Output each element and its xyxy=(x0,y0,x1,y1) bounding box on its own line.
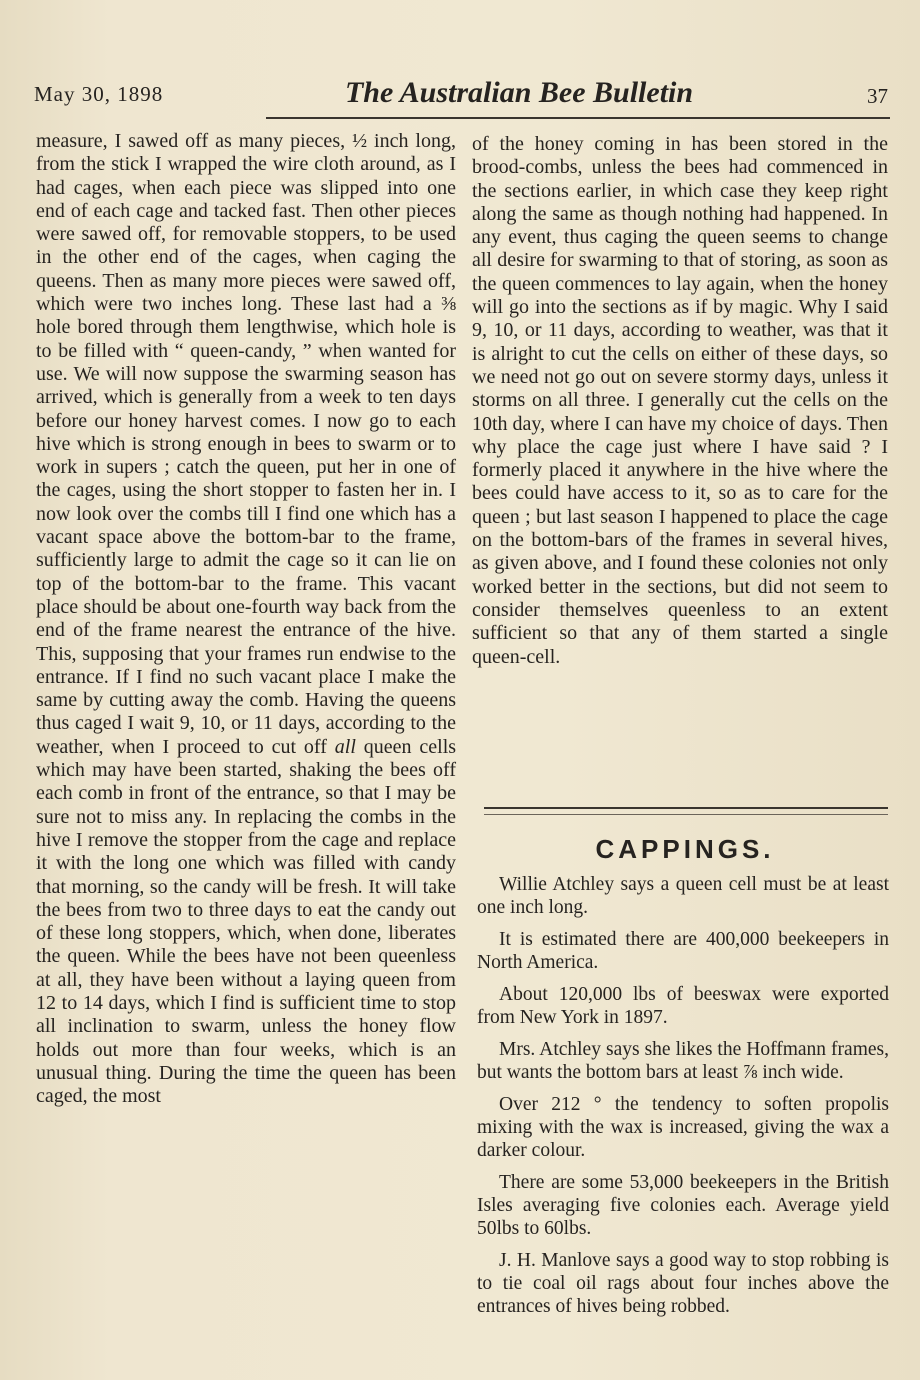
capping-item: Willie Atchley says a queen cell must be at least one inch long. xyxy=(477,874,889,918)
emphasized-word: all xyxy=(334,735,356,758)
header-rule xyxy=(266,117,890,119)
capping-item: Over 212 ° the tendency to soften propolis mixing with the wax is increased, giving the wax a darker colour. xyxy=(477,1094,889,1161)
capping-item: There are some 53,000 beekeepers in the British Isles averaging five colonies each. Average yield 50lbs to 60lbs. xyxy=(477,1172,889,1239)
left-column xyxy=(36,130,456,1108)
section-divider-thin xyxy=(484,814,888,815)
right-column-article xyxy=(472,133,888,669)
cappings-heading: CAPPINGS. xyxy=(595,834,775,864)
issue-date: May 30, 1898 xyxy=(34,82,164,106)
capping-item: J. H. Manlove says a good way to stop robbing is to tie coal oil rags about four inches above the entrances of hives being robbed. xyxy=(477,1250,889,1317)
capping-item: It is estimated there are 400,000 beekeepers in North America. xyxy=(477,929,889,973)
article-continuation-left: measure, I sawed off as many pieces, ½ inch long, from the stick I wrapped the wire cloth around, as I had cages, when each piece was slipped into one end of each cage and tacked fast. Then other pieces were sawed off, for removable stoppers, to be used in the other end of the cages, when caging the queens. Then as many more pieces were sawed off, which were two inches long. These last had a ⅜ hole bored through them lengthwise, which hole is to be filled with “ queen-candy, ” when wanted for use. We will now suppose the swarming season has arrived, which is generally from a week to ten days before our honey harvest comes. I now go to each hive which is strong enough in bees to swarm or to work in supers ; catch the queen, put her in one of the cages, using the short stopper to fasten her in. I now look over the combs till I find one which has a vacant space above the bottom-bar to the frame, sufficiently large to admit the cage so it can lie on top of the bottom-bar to the frame. This vacant place should be about one-fourth way back from the end of the frame nearest the entrance of the hive. This, supposing that your frames run endwise to the entrance. If I find no such vacant place I make the same by cutting away the comb. Having the queens thus caged I wait 9, 10, or 11 days, according to the weather, when I proceed to cut off all queen cells which may have been started, shaking the bees off each comb in front of the entrance, so that I may be sure not to miss any. In replacing the combs in the hive I remove the stopper from the cage and replace it with the long one which was filled with candy that morning, so the candy will be fresh. It will take the bees from two to three days to eat the candy out of these long stoppers, which, when done, liberates the queen. While the bees have not been queenless at all, they have been without a laying queen from 12 to 14 days, which I find is sufficient time to stop all inclination to swarm, unless the honey flow holds out more than four weeks, which is an unusual thing. During the time the queen has been caged, the most xyxy=(36,130,457,1108)
publication-title: The Australian Bee Bulletin xyxy=(344,76,694,109)
capping-item: Mrs. Atchley says she likes the Hoffmann frames, but wants the bottom bars at least ⅞ inch wide. xyxy=(477,1039,889,1083)
page-header xyxy=(34,78,890,118)
capping-item: About 120,000 lbs of beeswax were exported from New York in 1897. xyxy=(477,984,889,1028)
article-continuation-right: of the honey coming in has been stored in the brood-combs, unless the bees had commenced in the sections earlier, in which case they keep right along the same as though nothing had happened. In any event, thus caging the queen seems to change all desire for swarming to that of storing, as soon as the queen commences to lay again, when the honey will go into the sections as if by magic. Why I said 9, 10, or 11 days, according to weather, was that it is alright to cut the cells on either of these days, so we need not go out on severe stormy days, unless it storms on all three. I generally cut the cells on the 10th day, where I can have my choice of days. Then why place the cage just where I have said ? I formerly placed it anywhere in the hive where the bees could have access to it, so as to care for the queen ; but last season I happened to place the cage on the bottom-bars of the frames in several hives, as given above, and I found these colonies not only worked better in the sections, but did not seem to consider themselves queenless to an extent sufficient so that any of them started a single queen-cell. xyxy=(472,133,888,668)
page-number: 37 xyxy=(867,84,888,108)
section-divider xyxy=(484,807,888,809)
cappings-list xyxy=(477,873,889,1327)
